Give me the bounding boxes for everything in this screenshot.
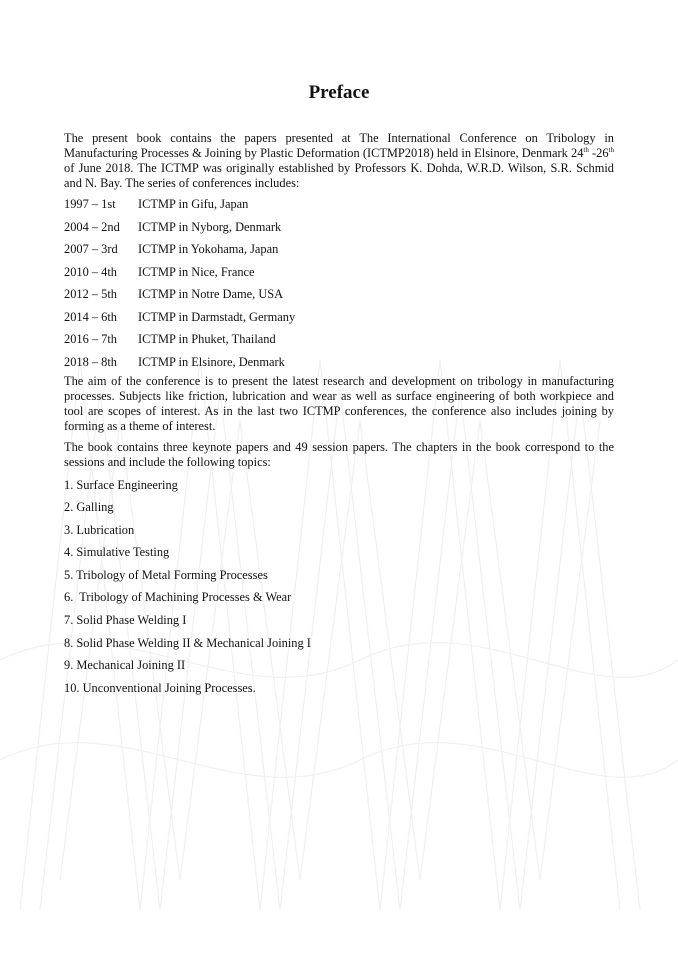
- conference-year: 2012 – 5th: [64, 287, 118, 301]
- conference-year: 2004 – 2nd: [64, 219, 120, 234]
- topic-item: 9. Mechanical Joining II: [64, 658, 186, 673]
- topic-list: [64, 478, 614, 704]
- conference-item: [64, 220, 614, 243]
- conference-place: ICTMP in Yokohama, Japan: [138, 242, 279, 256]
- topic-item: 8. Solid Phase Welding II & Mechanical Joining I: [64, 635, 311, 650]
- topic-item: 1. Surface Engineering: [64, 477, 178, 492]
- conference-item: [64, 265, 614, 288]
- topic-item: 4. Simulative Testing: [64, 545, 170, 560]
- conference-list: [64, 197, 614, 372]
- topic-item: 10. Unconventional Joining Processes.: [64, 680, 256, 695]
- conference-item: [64, 355, 614, 372]
- intro-text-3: of June 2018. The ICTMP was originally established by Professors K. Dohda, W.R.D. Wilson, S.R. Schmid and N. Bay. The series of conferences includes:: [64, 161, 614, 190]
- conference-year: 2014 – 6th: [64, 309, 118, 324]
- intro-text-1: The present book contains the papers presented at The International Conference on Tribology in Manufacturing Processes & Joining by Plastic Deformation (ICTMP2018) held in Elsinore, Denmark 24: [64, 131, 614, 160]
- conference-item: [64, 242, 614, 265]
- conference-item: [64, 197, 614, 220]
- aim-paragraph: The aim of the conference is to present the latest research and development on tribology in manufacturing processes. Subjects like friction, lubrication and wear as well as surface engineering of both workpiece and tool are scopes of interest. As in the last two ICTMP conferences, the conference also includes joining by forming as a theme of interest.: [64, 373, 614, 433]
- conference-year: 2007 – 3rd: [64, 242, 118, 256]
- intro-superscript-2: th: [608, 146, 614, 154]
- conference-item: [64, 287, 614, 310]
- topic-item: 3. Lubrication: [64, 522, 135, 537]
- intro-paragraph: [64, 131, 614, 191]
- conference-place: ICTMP in Phuket, Thailand: [138, 332, 276, 346]
- conference-place: ICTMP in Elsinore, Denmark: [138, 354, 285, 369]
- book-paragraph: The book contains three keynote papers and 49 session papers. The chapters in the book correspond to the sessions and include the following topics:: [64, 439, 614, 469]
- conference-item: [64, 332, 614, 355]
- conference-year: 2010 – 4th: [64, 264, 118, 279]
- topic-item: 5. Tribology of Metal Forming Processes: [64, 567, 268, 582]
- topic-item: 2. Galling: [64, 500, 114, 515]
- conference-place: ICTMP in Gifu, Japan: [138, 197, 249, 211]
- conference-place: ICTMP in Notre Dame, USA: [138, 287, 284, 301]
- intro-text-2: -26: [588, 146, 609, 160]
- page-content: [64, 82, 614, 703]
- intro-superscript-1: th: [583, 146, 589, 154]
- topic-item: 7. Solid Phase Welding I: [64, 613, 187, 628]
- page-title: Preface: [308, 82, 370, 103]
- topic-item: 6. Tribology of Machining Processes & Wear: [64, 590, 292, 605]
- conference-year: 2016 – 7th: [64, 332, 118, 346]
- conference-year: 1997 – 1st: [64, 197, 116, 211]
- conference-place: ICTMP in Nyborg, Denmark: [138, 219, 282, 234]
- conference-year: 2018 – 8th: [64, 354, 118, 369]
- conference-place: ICTMP in Nice, France: [138, 264, 255, 279]
- conference-item: [64, 310, 614, 333]
- conference-place: ICTMP in Darmstadt, Germany: [138, 309, 296, 324]
